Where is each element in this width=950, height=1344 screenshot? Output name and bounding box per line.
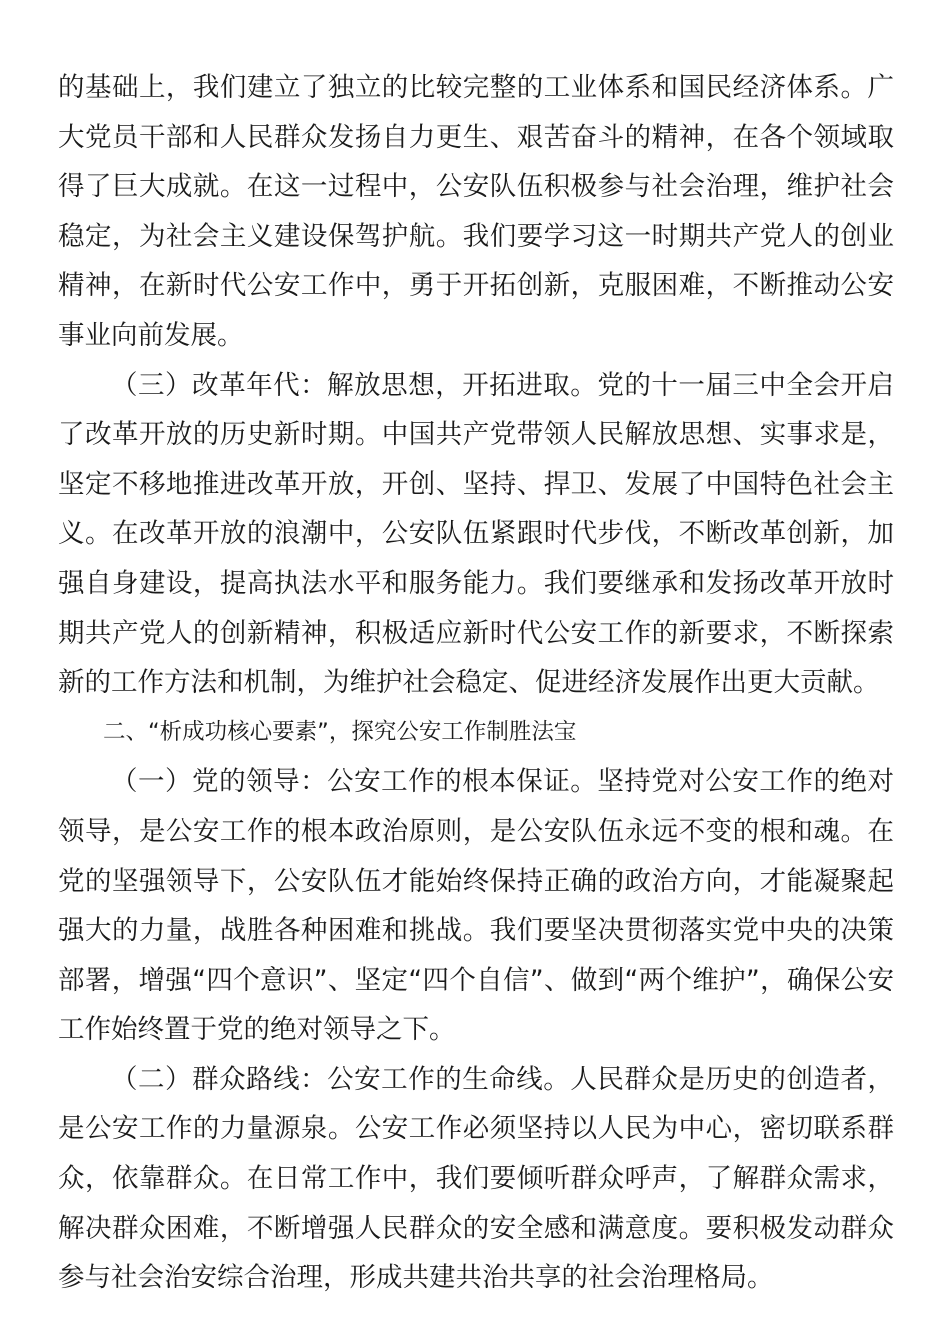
paragraph-continuation: 的基础上，我们建立了独立的比较完整的工业体系和国民经济体系。广大党员干部和人民群众发扬自力更生、艰苦奋斗的精神，在各个领域取得了巨大成就。在这一过程中，公安队伍积极参与社会治理，维护社会稳定，为社会主义建设保驾护航。我们要学习这一时期共产党人的创业精神，在新时代公安工作中，勇于开拓创新，克服困难，不断推动公安事业向前发展。 (58, 72, 894, 351)
document-page (58, 63, 894, 1303)
paragraph-party-leadership: （一）党的领导：公安工作的根本保证。坚持党对公安工作的绝对领导，是公安工作的根本政治原则，是公安队伍永远不变的根和魂。在党的坚强领导下，公安队伍才能始终保持正确的政治方向，才能凝聚起强大的力量，战胜各种困难和挑战。我们要坚决贯彻落实党中央的决策部署，增强“四个意识”、坚定“四个自信”、做到“两个维护”，确保公安工作始终置于党的绝对领导之下。 (58, 766, 894, 1046)
paragraph-reform-era: （三）改革年代：解放思想，开拓进取。党的十一届三中全会开启了改革开放的历史新时期。中国共产党带领人民解放思想、实事求是，坚定不移地推进改革开放，开创、坚持、捍卫、发展了中国特色社会主义。在改革开放的浪潮中，公安队伍紧跟时代步伐，不断改革创新，加强自身建设，提高执法水平和服务能力。我们要继承和发扬改革开放时期共产党人的创新精神，积极适应新时代公安工作的新要求，不断探索新的工作方法和机制，为维护社会稳定、促进经济发展作出更大贡献。 (58, 369, 894, 699)
paragraph-mass-line: （二）群众路线：公安工作的生命线。人民群众是历史的创造者，是公安工作的力量源泉。公安工作必须坚持以人民为中心，密切联系群众，依靠群众。在日常工作中，我们要倾听群众呼声，了解群众需求，解决群众困难，不断增强人民群众的安全感和满意度。要积极发动群众参与社会治安综合治理，形成共建共治共享的社会治理格局。 (58, 1063, 894, 1294)
section-heading: 二、“析成功核心要素”，探究公安工作制胜法宝 (103, 718, 577, 745)
